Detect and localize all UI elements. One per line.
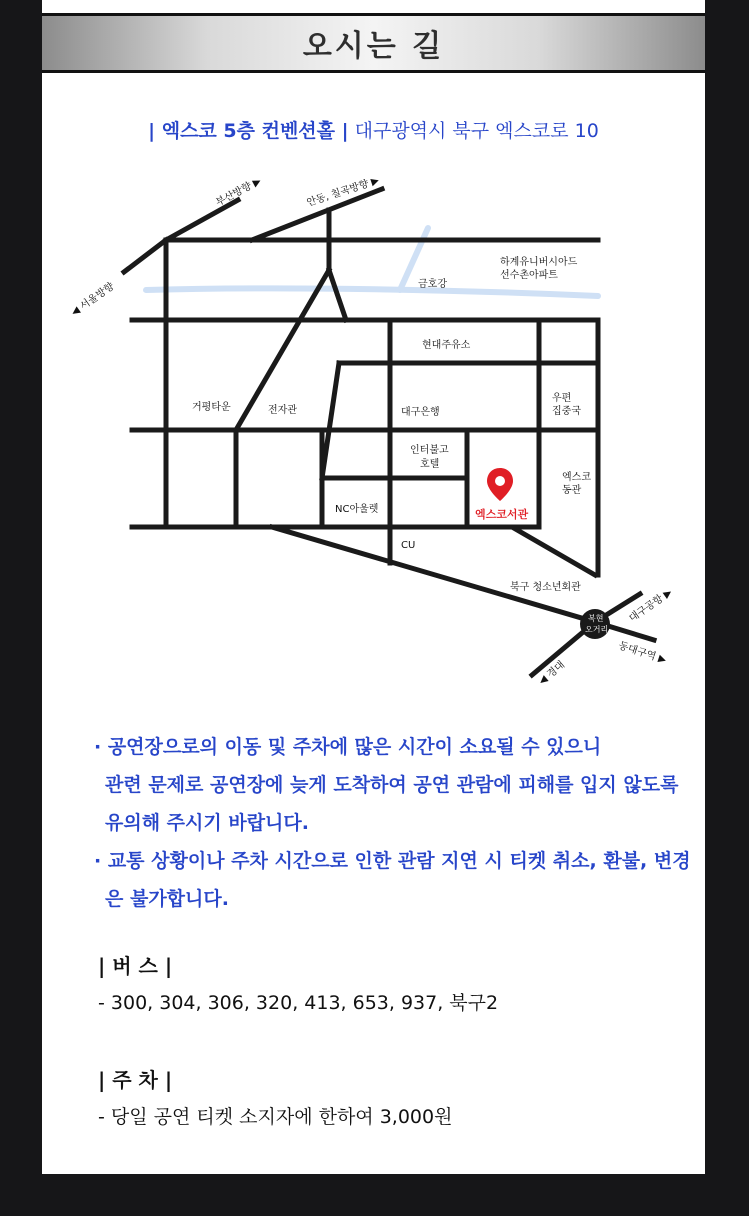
gas-station-label: 현대주유소 <box>422 340 471 351</box>
notice-line-5: 은 불가합니다. <box>105 888 229 910</box>
notice-text <box>94 728 694 918</box>
exco-west-label: 엑스코서관 <box>475 508 529 521</box>
direction-airport-label: 대구공항 ▶ <box>627 587 675 625</box>
content-page <box>42 0 705 1174</box>
direction-seoul-label: ◀ 서울방향 <box>69 281 117 319</box>
direction-busan-label: 부산방향 ▶ <box>214 175 264 209</box>
notice-line-2: 관련 문제로 공연장에 늦게 도착하여 공연 관람에 피해를 입지 않도록 <box>105 774 679 796</box>
direction-gyeongdae-label: ◀ 경대 <box>536 659 568 688</box>
apartment-label-line2: 선수촌아파트 <box>500 270 558 281</box>
direction-andong-label: 안동, 칠곡방향 ▶ <box>305 175 381 209</box>
exco-east-label-line2: 동관 <box>562 485 582 496</box>
post-office-label-line1: 우편 <box>552 393 572 404</box>
intersection-label-line2: 오거리 <box>585 625 609 634</box>
bank-label: 대구은행 <box>401 407 440 418</box>
electronics-label: 전자관 <box>268 405 297 416</box>
exco-east-label-line1: 엑스코 <box>562 472 591 483</box>
hotel-label-line1: 인터불고 <box>410 445 449 456</box>
location-map <box>42 0 705 720</box>
notice-line-3: 유의해 주시기 바랍니다. <box>105 812 309 834</box>
apartment-label-line1: 하계유니버시아드 <box>500 257 578 268</box>
hotel-label-line2: 호텔 <box>420 459 440 470</box>
intersection-label-line1: 복현 <box>588 614 604 623</box>
venue-name: | 엑스코 5층 컨벤션홀 | <box>148 120 349 142</box>
bus-section-title: | 버 스 | <box>98 954 173 978</box>
bus-routes: - 300, 304, 306, 320, 413, 653, 937, 북구2 <box>98 992 499 1014</box>
notice-line-1: · 공연장으로의 이동 및 주차에 많은 시간이 소요될 수 있으니 <box>94 736 602 758</box>
cu-label: CU <box>401 540 416 551</box>
post-office-label-line2: 집중국 <box>552 406 581 417</box>
notice-line-4: · 교통 상황이나 주차 시간으로 인한 관람 지연 시 티켓 취소, 환불, 변경 <box>94 850 691 872</box>
parking-section-title: | 주 차 | <box>98 1068 173 1092</box>
youth-center-label: 북구 청소년회관 <box>510 582 581 593</box>
page-title: 오시는 길 <box>302 29 445 64</box>
geopyeong-label: 거평타운 <box>192 402 231 413</box>
direction-dongdaegu-label: 동대구역 ▶ <box>617 640 668 667</box>
nc-outlet-label: NC아울렛 <box>335 504 379 515</box>
venue-location: 대구광역시 북구 엑스코로 10 <box>354 120 599 142</box>
river-label: 금호강 <box>418 279 447 290</box>
parking-info: - 당일 공연 티켓 소지자에 한하여 3,000원 <box>98 1106 453 1128</box>
